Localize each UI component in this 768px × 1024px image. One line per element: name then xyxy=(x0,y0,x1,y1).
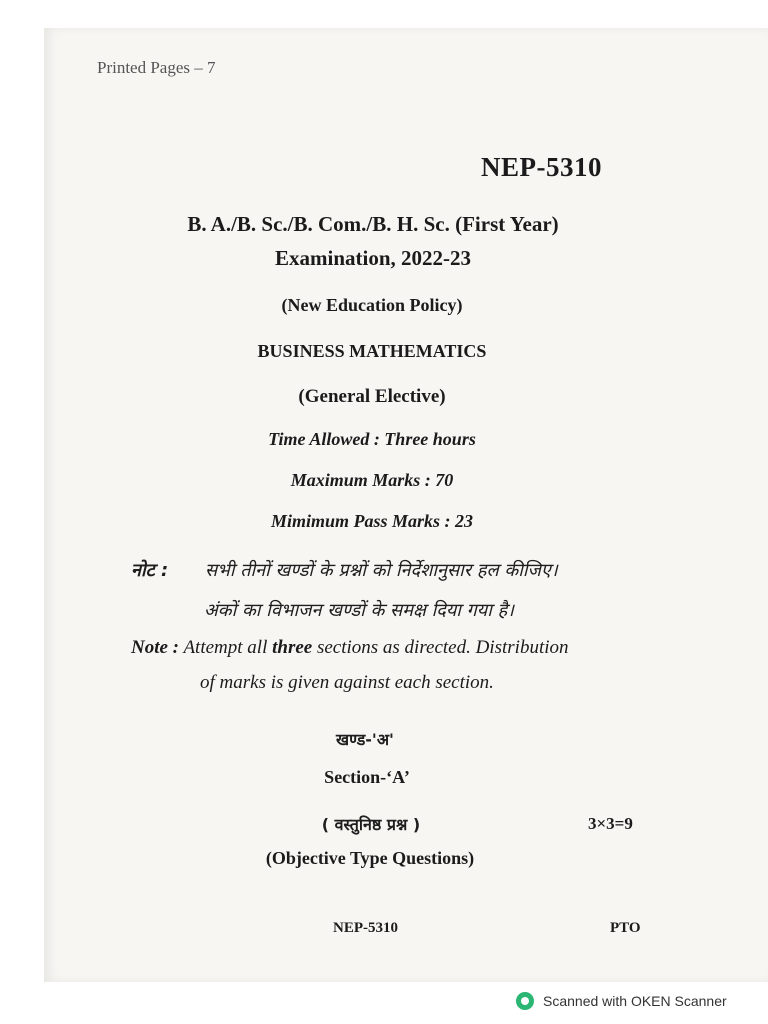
hindi-note-line-2: अंकों का विभाजन खण्डों के समक्ष दिया गया है। xyxy=(204,600,514,621)
scanner-watermark xyxy=(516,990,727,1012)
policy-line: (New Education Policy) xyxy=(281,295,463,315)
hindi-section-title: खण्ड-'अ' xyxy=(336,730,394,749)
time-allowed: Time Allowed : Three hours xyxy=(268,429,476,449)
minimum-pass-marks: Mimimum Pass Marks : 23 xyxy=(270,511,474,531)
footer-paper-code: NEP-5310 xyxy=(333,920,398,936)
maximum-marks: Maximum Marks : 70 xyxy=(290,470,454,490)
hindi-question-type: ( वस्तुनिष्ठ प्रश्न ) xyxy=(321,815,421,834)
examination-year: Examination, 2022-23 xyxy=(274,246,472,270)
note-text-start: Attempt all xyxy=(183,637,268,658)
note-emphasis: three xyxy=(272,637,313,658)
footer-pto: PTO xyxy=(610,920,641,936)
printed-pages-note: Printed Pages – 7 xyxy=(97,58,216,77)
scanner-text: Scanned with OKEN Scanner xyxy=(543,993,727,1009)
hindi-note-label: नोट : xyxy=(131,560,169,581)
note-label: Note : xyxy=(131,637,180,658)
section-marks: 3×3=9 xyxy=(588,814,633,833)
paper-type: (General Elective) xyxy=(298,386,446,407)
hindi-note-line-1: सभी तीनों खण्डों के प्रश्नों को निर्देशानुसार हल कीजिए। xyxy=(205,560,558,581)
course-title: B. A./B. Sc./B. Com./B. H. Sc. (First Year) xyxy=(187,212,559,236)
question-type: (Objective Type Questions) xyxy=(265,848,475,868)
oken-scanner-logo-icon xyxy=(516,992,534,1010)
exam-paper-sheet xyxy=(44,28,768,982)
paper-code-heading: NEP-5310 xyxy=(481,152,602,182)
english-note-line-1 xyxy=(131,637,569,659)
subject-title: BUSINESS MATHEMATICS xyxy=(257,341,487,361)
section-title: Section-‘A’ xyxy=(324,767,410,787)
note-text-end: sections as directed. Distribution xyxy=(316,637,569,658)
english-note-line-2: of marks is given against each section. xyxy=(200,672,494,693)
